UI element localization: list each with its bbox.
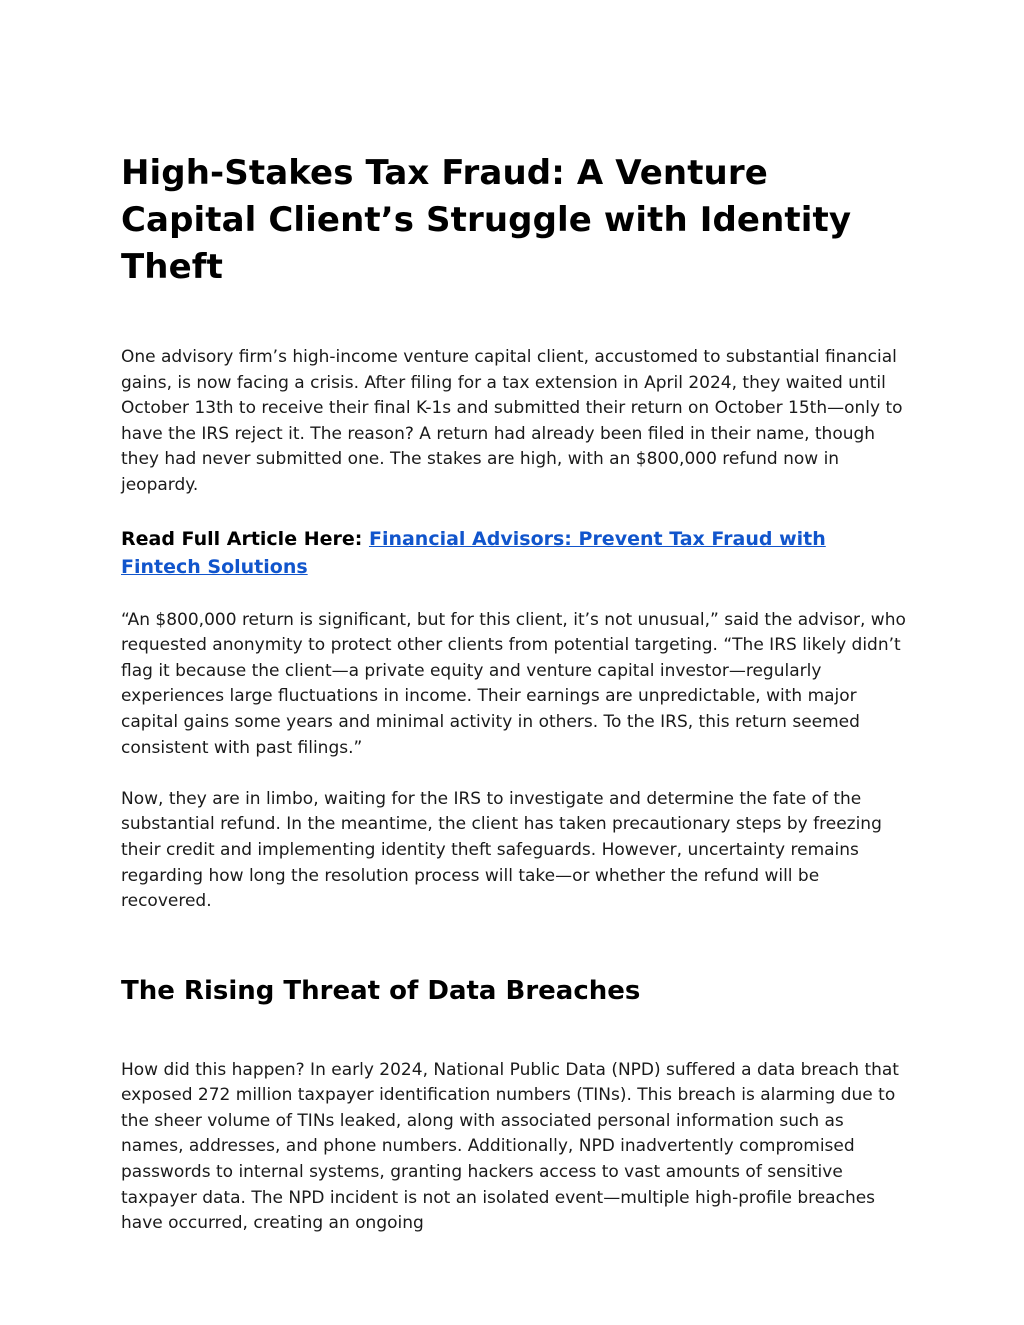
- full-article-link[interactable]: Financial Advisors: Prevent Tax Fraud with Fintech Solutions: [121, 527, 826, 578]
- section-heading: The Rising Threat of Data Breaches: [121, 975, 641, 1006]
- document-page: [121, 150, 911, 1237]
- read-more-line: [121, 525, 911, 581]
- intro-paragraph: One advisory firm’s high-income venture capital client, accustomed to substantial financial gains, is now facing a crisis. After filing for a tax extension in April 2024, they waited until October 13th to receive their final K-1s and submitted their return on October 15th—only to have the IRS reject it. The reason? A return had already been filed in their name, though they had never submitted one. The stakes are high, with an $800,000 refund now in jeopardy.: [121, 347, 903, 495]
- article-title: High-Stakes Tax Fraud: A Venture Capital Client’s Struggle with Identity Theft: [121, 153, 852, 287]
- advisor-quote-paragraph: “An $800,000 return is significant, but for this client, it’s not unusual,” said the advisor, who requested anonymity to protect other clients from potential targeting. “The IRS likely didn’t flag it because the client—a private equity and venture capital investor—regularly experiences large fluctuations in income. Their earnings are unpredictable, with major capital gains some years and minimal activity in others. To the IRS, this return seemed consistent with past filings.”: [121, 609, 906, 758]
- data-breach-paragraph: How did this happen? In early 2024, National Public Data (NPD) suffered a data breach that exposed 272 million taxpayer identification numbers (TINs). This breach is alarming due to the sheer volume of TINs leaked, along with associated personal information such as names, addresses, and phone numbers. Additionally, NPD inadvertently compromised passwords to internal systems, granting hackers access to vast amounts of sensitive taxpayer data. The NPD incident is not an isolated event—multiple high-profile breaches have occurred, creating an ongoing: [121, 1059, 899, 1234]
- read-more-label: Read Full Article Here:: [121, 527, 363, 550]
- limbo-paragraph: Now, they are in limbo, waiting for the IRS to investigate and determine the fate of the substantial refund. In the meantime, the client has taken precautionary steps by freezing their credit and implementing identity theft safeguards. However, uncertainty remains regarding how long the resolution process will take—or whether the refund will be recovered.: [121, 788, 882, 912]
